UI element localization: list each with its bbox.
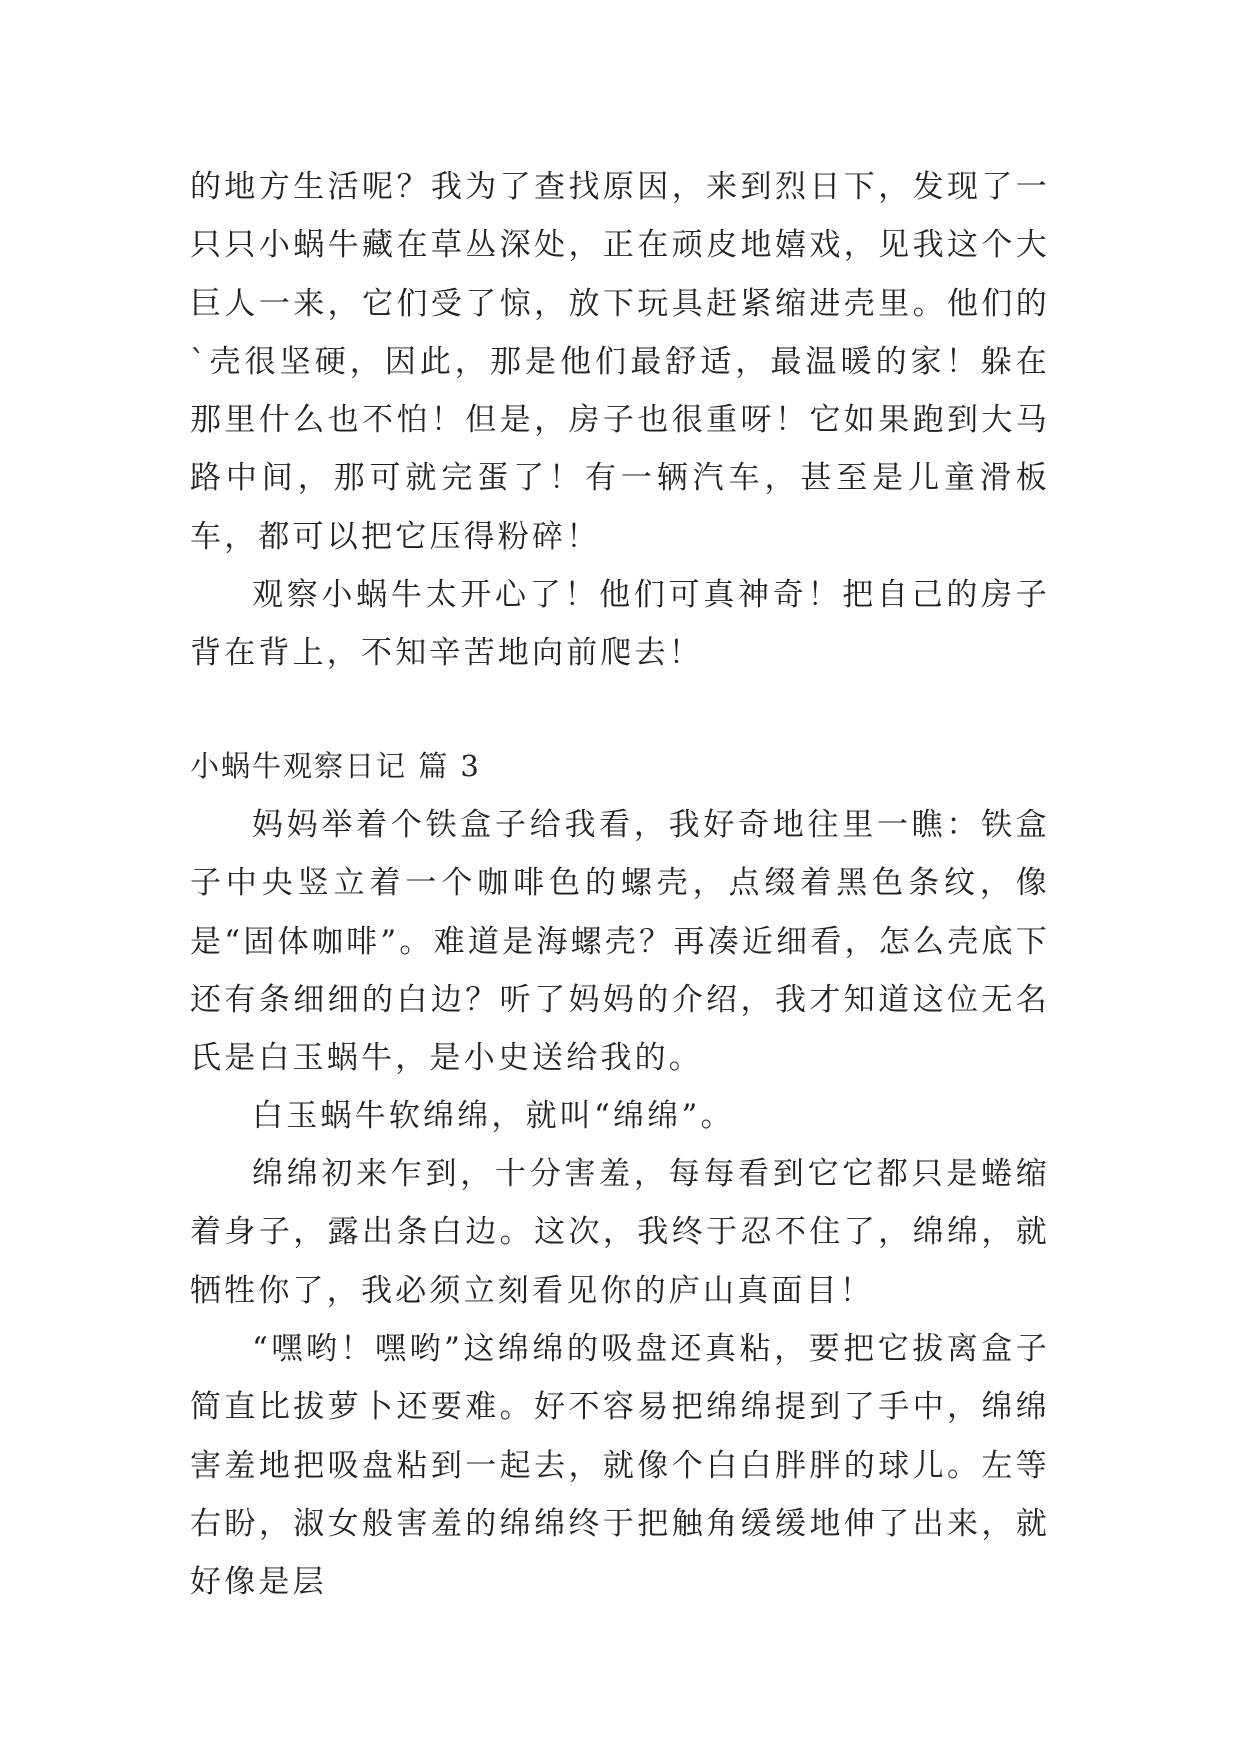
paragraph-naming: 白玉蜗牛软绵绵，就叫“绵绵”。 bbox=[252, 1098, 735, 1134]
paragraph-shy-snail: 绵绵初来乍到，十分害羞，每每看到它它都只是蜷缩着身子，露出条白边。这次，我终于忍不住了，绵绵，就牺牲你了，我必须立刻看见你的庐山真面目！ bbox=[190, 1156, 1050, 1309]
paragraph-observation-joy: 观察小蜗牛太开心了！他们可真神奇！把自己的房子背在背上，不知辛苦地向前爬去！ bbox=[190, 577, 1050, 672]
paragraph-continued: 的地方生活呢？我为了查找原因，来到烈日下，发现了一只只小蜗牛藏在草丛深处，正在顽皮地嬉戏，见我这个大巨人一来，它们受了惊，放下玩具赶紧缩进壳里。他们的`壳很坚硬，因此，那是他们最舒适，最温暖的家！躲在那里什么也不怕！但是，房子也很重呀！它如果跑到大马路中间，那可就完蛋了！有一辆汽车，甚至是儿童滑板车，都可以把它压得粉碎！ bbox=[190, 169, 1050, 555]
paragraph-pulling-snail: “嘿哟！嘿哟”这绵绵的吸盘还真粘，要把它拔离盒子简直比拔萝卜还要难。好不容易把绵绵提到了手中，绵绵害羞地把吸盘粘到一起去，就像个白白胖胖的球儿。左等右盼，淑女般害羞的绵绵终于把触角缓缓地伸了出来，就好像是层 bbox=[190, 1331, 1050, 1601]
paragraph-iron-box: 妈妈举着个铁盒子给我看，我好奇地往里一瞧：铁盒子中央竖立着一个咖啡色的螺壳，点缀着黑色条纹，像是“固体咖啡”。难道是海螺壳？再凑近细看，怎么壳底下还有条细细的白边？听了妈妈的介绍，我才知道这位无名氏是白玉蜗牛，是小史送给我的。 bbox=[190, 807, 1050, 1077]
section-heading: 小蜗牛观察日记 篇 3 bbox=[190, 749, 481, 783]
